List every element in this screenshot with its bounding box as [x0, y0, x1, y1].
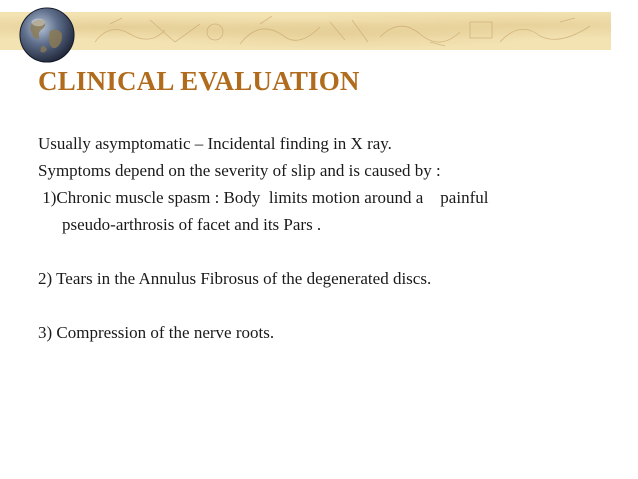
body-line-2: Symptoms depend on the severity of slip and is caused by :	[38, 161, 441, 180]
body-line-5: 2) Tears in the Annulus Fibrosus of the degenerated discs.	[38, 269, 432, 288]
globe-icon	[18, 6, 76, 64]
slide-title: CLINICAL EVALUATION	[38, 66, 360, 96]
body-line-3: 1)Chronic muscle spasm : Body limits motion around a painful	[38, 188, 489, 207]
body-line-4: pseudo-arthrosis of facet and its Pars .	[62, 215, 322, 234]
header-banner	[0, 12, 611, 50]
slide-body	[38, 130, 628, 346]
spacer	[38, 292, 628, 319]
body-line-6: 3) Compression of the nerve roots.	[38, 323, 275, 342]
body-line-1: Usually asymptomatic – Incidental finding in X ray.	[38, 134, 392, 153]
banner-sketch-decoration	[0, 12, 611, 50]
spacer	[38, 238, 628, 265]
